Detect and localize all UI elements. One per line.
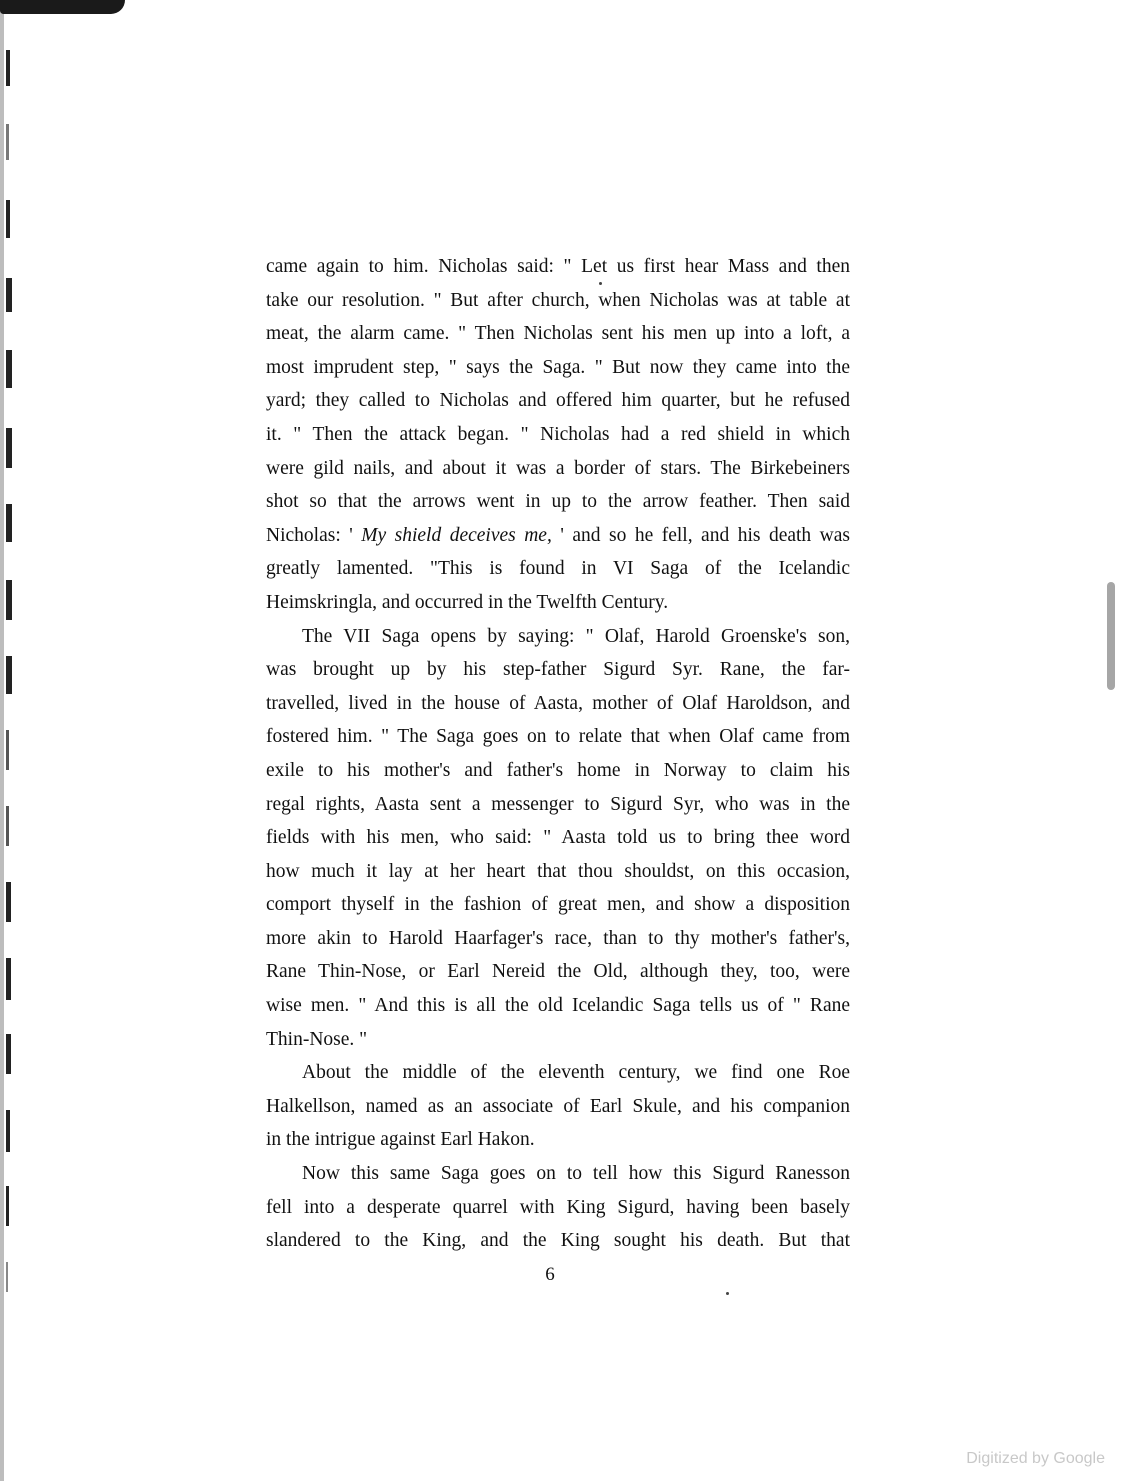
text-line: fostered him. " The Saga goes on to relate that when Olaf came from xyxy=(266,726,850,748)
text-line: About the middle of the eleventh century, we find one Roe xyxy=(302,1062,850,1084)
text-line: how much it lay at her heart that thou shouldst, on this occasion, xyxy=(266,860,850,882)
text-line: take our resolution. " But after church, when Nicholas was at table at xyxy=(266,289,850,311)
binding-mark xyxy=(6,580,12,620)
text-line: wise men. " And this is all the old Icelandic Saga tells us of " Rane xyxy=(266,995,850,1017)
binding-mark xyxy=(6,882,11,922)
text-line: exile to his mother's and father's home in Norway to claim his xyxy=(266,759,850,781)
binding-mark xyxy=(6,50,10,86)
page-number: 6 xyxy=(545,1264,555,1285)
text-line: comport thyself in the fashion of great men, and show a disposition xyxy=(266,894,850,916)
text-line: Now this same Saga goes on to tell how this Sigurd Ranesson xyxy=(302,1163,850,1185)
text-line: more akin to Harold Haarfager's race, than to thy mother's father's, xyxy=(266,927,850,949)
ink-speck xyxy=(726,1292,729,1295)
text-line: was brought up by his step-father Sigurd Syr. Rane, the far- xyxy=(266,659,850,681)
binding-mark xyxy=(6,1110,10,1152)
text-line: in the intrigue against Earl Hakon. xyxy=(266,1129,535,1151)
digitized-watermark: Digitized by Google xyxy=(966,1450,1105,1467)
text-line: most imprudent step, " says the Saga. " But now they came into the xyxy=(266,356,850,378)
text-segment: ' and so he fell, and his death was xyxy=(551,524,850,546)
binding-mark xyxy=(6,1034,11,1074)
text-line: travelled, lived in the house of Aasta, mother of Olaf Haroldson, and xyxy=(266,692,850,714)
text-line: yard; they called to Nicholas and offered him quarter, but he refused xyxy=(266,390,850,412)
text-line: Halkellson, named as an associate of Earl Skule, and his companion xyxy=(266,1095,850,1117)
binding-mark xyxy=(6,1186,9,1226)
text-line: The VII Saga opens by saying: " Olaf, Harold Groenske's son, xyxy=(302,625,850,647)
scrollbar-thumb[interactable] xyxy=(1107,582,1115,690)
text-line: regal rights, Aasta sent a messenger to Sigurd Syr, who was in the xyxy=(266,793,850,815)
text-line: Thin-Nose. " xyxy=(266,1028,368,1050)
italic-quote: My shield deceives me, xyxy=(361,524,552,546)
binding-mark xyxy=(6,958,11,1000)
scan-ink-blot xyxy=(0,0,125,14)
text-line: fields with his men, who said: " Aasta told us to bring thee word xyxy=(266,827,850,849)
binding-mark xyxy=(6,200,10,238)
document-body xyxy=(266,250,850,1258)
page-binding-edge xyxy=(0,0,4,1481)
binding-mark xyxy=(6,656,12,694)
text-line: were gild nails, and about it was a border of stars. The Birkebeiners xyxy=(266,457,850,479)
text-line: Rane Thin-Nose, or Earl Nereid the Old, although they, too, were xyxy=(266,961,850,983)
ink-speck xyxy=(599,282,602,285)
binding-mark xyxy=(6,806,9,846)
binding-mark xyxy=(6,504,12,542)
text-line: greatly lamented. "This is found in VI Saga of the Icelandic xyxy=(266,558,850,580)
binding-mark xyxy=(6,428,12,468)
text-line: fell into a desperate quarrel with King Sigurd, having been basely xyxy=(266,1196,850,1218)
text-line: meat, the alarm came. " Then Nicholas sent his men up into a loft, a xyxy=(266,323,850,345)
text-line: came again to him. Nicholas said: " Let us first hear Mass and then xyxy=(266,256,850,277)
text-line: slandered to the King, and the King sought his death. But that xyxy=(266,1230,850,1252)
binding-mark xyxy=(6,350,12,388)
text-line: shot so that the arrows went in up to the arrow feather. Then said xyxy=(266,491,850,513)
binding-mark xyxy=(6,278,12,312)
text-line: it. " Then the attack began. " Nicholas had a red shield in which xyxy=(266,423,850,445)
binding-mark xyxy=(6,124,9,160)
text-line xyxy=(266,519,850,553)
text-line: Heimskringla, and occurred in the Twelfth Century. xyxy=(266,591,669,613)
text-segment: Nicholas: ' xyxy=(266,524,362,546)
binding-mark xyxy=(6,730,9,770)
